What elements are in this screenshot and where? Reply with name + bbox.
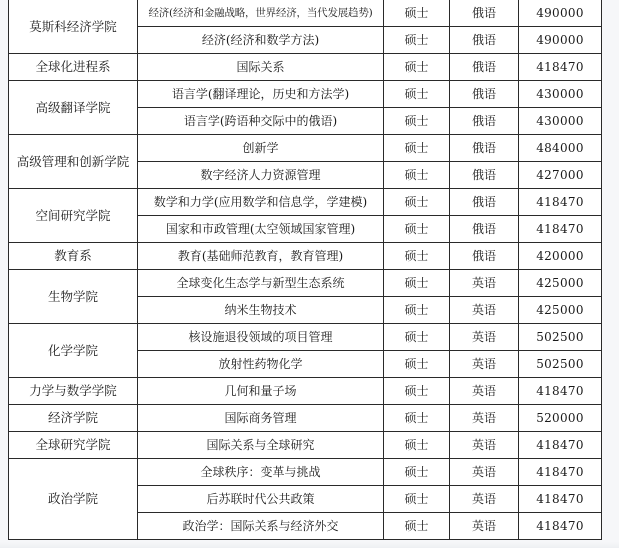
language-cell: 英语 (450, 432, 519, 459)
degree-cell: 硕士 (384, 135, 450, 162)
major-cell: 纳米生物技术 (138, 297, 384, 324)
language-cell: 俄语 (450, 0, 519, 27)
tuition-fee-cell: 490000 (519, 0, 602, 27)
major-cell: 数字经济人力资源管理 (138, 162, 384, 189)
school-cell: 力学与数学学院 (9, 378, 138, 405)
degree-cell: 硕士 (384, 27, 450, 54)
degree-cell: 硕士 (384, 0, 450, 27)
degree-cell: 硕士 (384, 297, 450, 324)
degree-cell: 硕士 (384, 351, 450, 378)
language-cell: 俄语 (450, 135, 519, 162)
school-cell: 全球化进程系 (9, 54, 138, 81)
school-cell: 经济学院 (9, 405, 138, 432)
degree-cell: 硕士 (384, 486, 450, 513)
school-cell: 高级翻译学院 (9, 81, 138, 135)
school-cell: 全球研究学院 (9, 432, 138, 459)
table-row (9, 81, 602, 108)
tuition-fee-cell: 418470 (519, 189, 602, 216)
major-cell: 国际关系与全球研究 (138, 432, 384, 459)
degree-cell: 硕士 (384, 270, 450, 297)
program-fee-table (8, 0, 602, 540)
language-cell: 俄语 (450, 162, 519, 189)
degree-cell: 硕士 (384, 405, 450, 432)
language-cell: 英语 (450, 405, 519, 432)
major-cell: 国家和市政管理(太空领域国家管理) (138, 216, 384, 243)
school-cell: 高级管理和创新学院 (9, 135, 138, 189)
table-row (9, 324, 602, 351)
degree-cell: 硕士 (384, 432, 450, 459)
school-cell: 空间研究学院 (9, 189, 138, 243)
school-cell: 化学学院 (9, 324, 138, 378)
major-cell: 国际关系 (138, 54, 384, 81)
tuition-fee-cell: 430000 (519, 81, 602, 108)
table-row (9, 432, 602, 459)
table-row (9, 405, 602, 432)
language-cell: 英语 (450, 351, 519, 378)
language-cell: 英语 (450, 270, 519, 297)
tuition-fee-cell: 418470 (519, 513, 602, 540)
major-cell: 核设施退役领域的项目管理 (138, 324, 384, 351)
language-cell: 英语 (450, 324, 519, 351)
school-cell: 生物学院 (9, 270, 138, 324)
tuition-fee-cell: 418470 (519, 432, 602, 459)
table-row (9, 189, 602, 216)
tuition-fee-cell: 418470 (519, 54, 602, 81)
language-cell: 俄语 (450, 27, 519, 54)
major-cell: 教育(基础师范教育，教育管理) (138, 243, 384, 270)
language-cell: 俄语 (450, 243, 519, 270)
language-cell: 英语 (450, 459, 519, 486)
language-cell: 俄语 (450, 189, 519, 216)
degree-cell: 硕士 (384, 216, 450, 243)
degree-cell: 硕士 (384, 513, 450, 540)
program-table-body (9, 0, 602, 540)
language-cell: 俄语 (450, 81, 519, 108)
table-row (9, 270, 602, 297)
page-bottom-edge (0, 542, 619, 548)
degree-cell: 硕士 (384, 162, 450, 189)
tuition-fee-cell: 420000 (519, 243, 602, 270)
table-row (9, 459, 602, 486)
tuition-fee-cell: 520000 (519, 405, 602, 432)
language-cell: 英语 (450, 297, 519, 324)
language-cell: 英语 (450, 513, 519, 540)
tuition-fee-cell: 427000 (519, 162, 602, 189)
degree-cell: 硕士 (384, 459, 450, 486)
table-row (9, 54, 602, 81)
major-cell: 数学和力学(应用数学和信息学，学建模) (138, 189, 384, 216)
language-cell: 俄语 (450, 54, 519, 81)
degree-cell: 硕士 (384, 324, 450, 351)
major-cell: 语言学(跨语种交际中的俄语) (138, 108, 384, 135)
language-cell: 俄语 (450, 216, 519, 243)
major-cell: 全球变化生态学与新型生态系统 (138, 270, 384, 297)
tuition-fee-cell: 502500 (519, 324, 602, 351)
tuition-fee-cell: 418470 (519, 486, 602, 513)
tuition-fee-cell: 502500 (519, 351, 602, 378)
tuition-fee-cell: 425000 (519, 297, 602, 324)
degree-cell: 硕士 (384, 378, 450, 405)
major-cell: 后苏联时代公共政策 (138, 486, 384, 513)
table-row (9, 135, 602, 162)
major-cell: 国际商务管理 (138, 405, 384, 432)
tuition-fee-cell: 418470 (519, 378, 602, 405)
tuition-fee-cell: 418470 (519, 216, 602, 243)
language-cell: 俄语 (450, 108, 519, 135)
major-cell: 几何和量子场 (138, 378, 384, 405)
major-cell: 经济(经济和金融战略，世界经济，当代发展趋势) (138, 0, 384, 27)
degree-cell: 硕士 (384, 108, 450, 135)
degree-cell: 硕士 (384, 81, 450, 108)
school-cell: 教育系 (9, 243, 138, 270)
table-row (9, 243, 602, 270)
major-cell: 经济(经济和数学方法) (138, 27, 384, 54)
degree-cell: 硕士 (384, 189, 450, 216)
tuition-fee-cell: 484000 (519, 135, 602, 162)
table-row (9, 378, 602, 405)
table-row (9, 0, 602, 27)
tuition-fee-cell: 418470 (519, 459, 602, 486)
degree-cell: 硕士 (384, 54, 450, 81)
tuition-fee-cell: 490000 (519, 27, 602, 54)
major-cell: 语言学(翻译理论，历史和方法学) (138, 81, 384, 108)
degree-cell: 硕士 (384, 243, 450, 270)
major-cell: 政治学：国际关系与经济外交 (138, 513, 384, 540)
tuition-fee-cell: 430000 (519, 108, 602, 135)
language-cell: 英语 (450, 486, 519, 513)
major-cell: 创新学 (138, 135, 384, 162)
major-cell: 放射性药物化学 (138, 351, 384, 378)
major-cell: 全球秩序：变革与挑战 (138, 459, 384, 486)
school-cell: 莫斯科经济学院 (9, 0, 138, 54)
tuition-fee-cell: 425000 (519, 270, 602, 297)
school-cell: 政治学院 (9, 459, 138, 540)
language-cell: 英语 (450, 378, 519, 405)
